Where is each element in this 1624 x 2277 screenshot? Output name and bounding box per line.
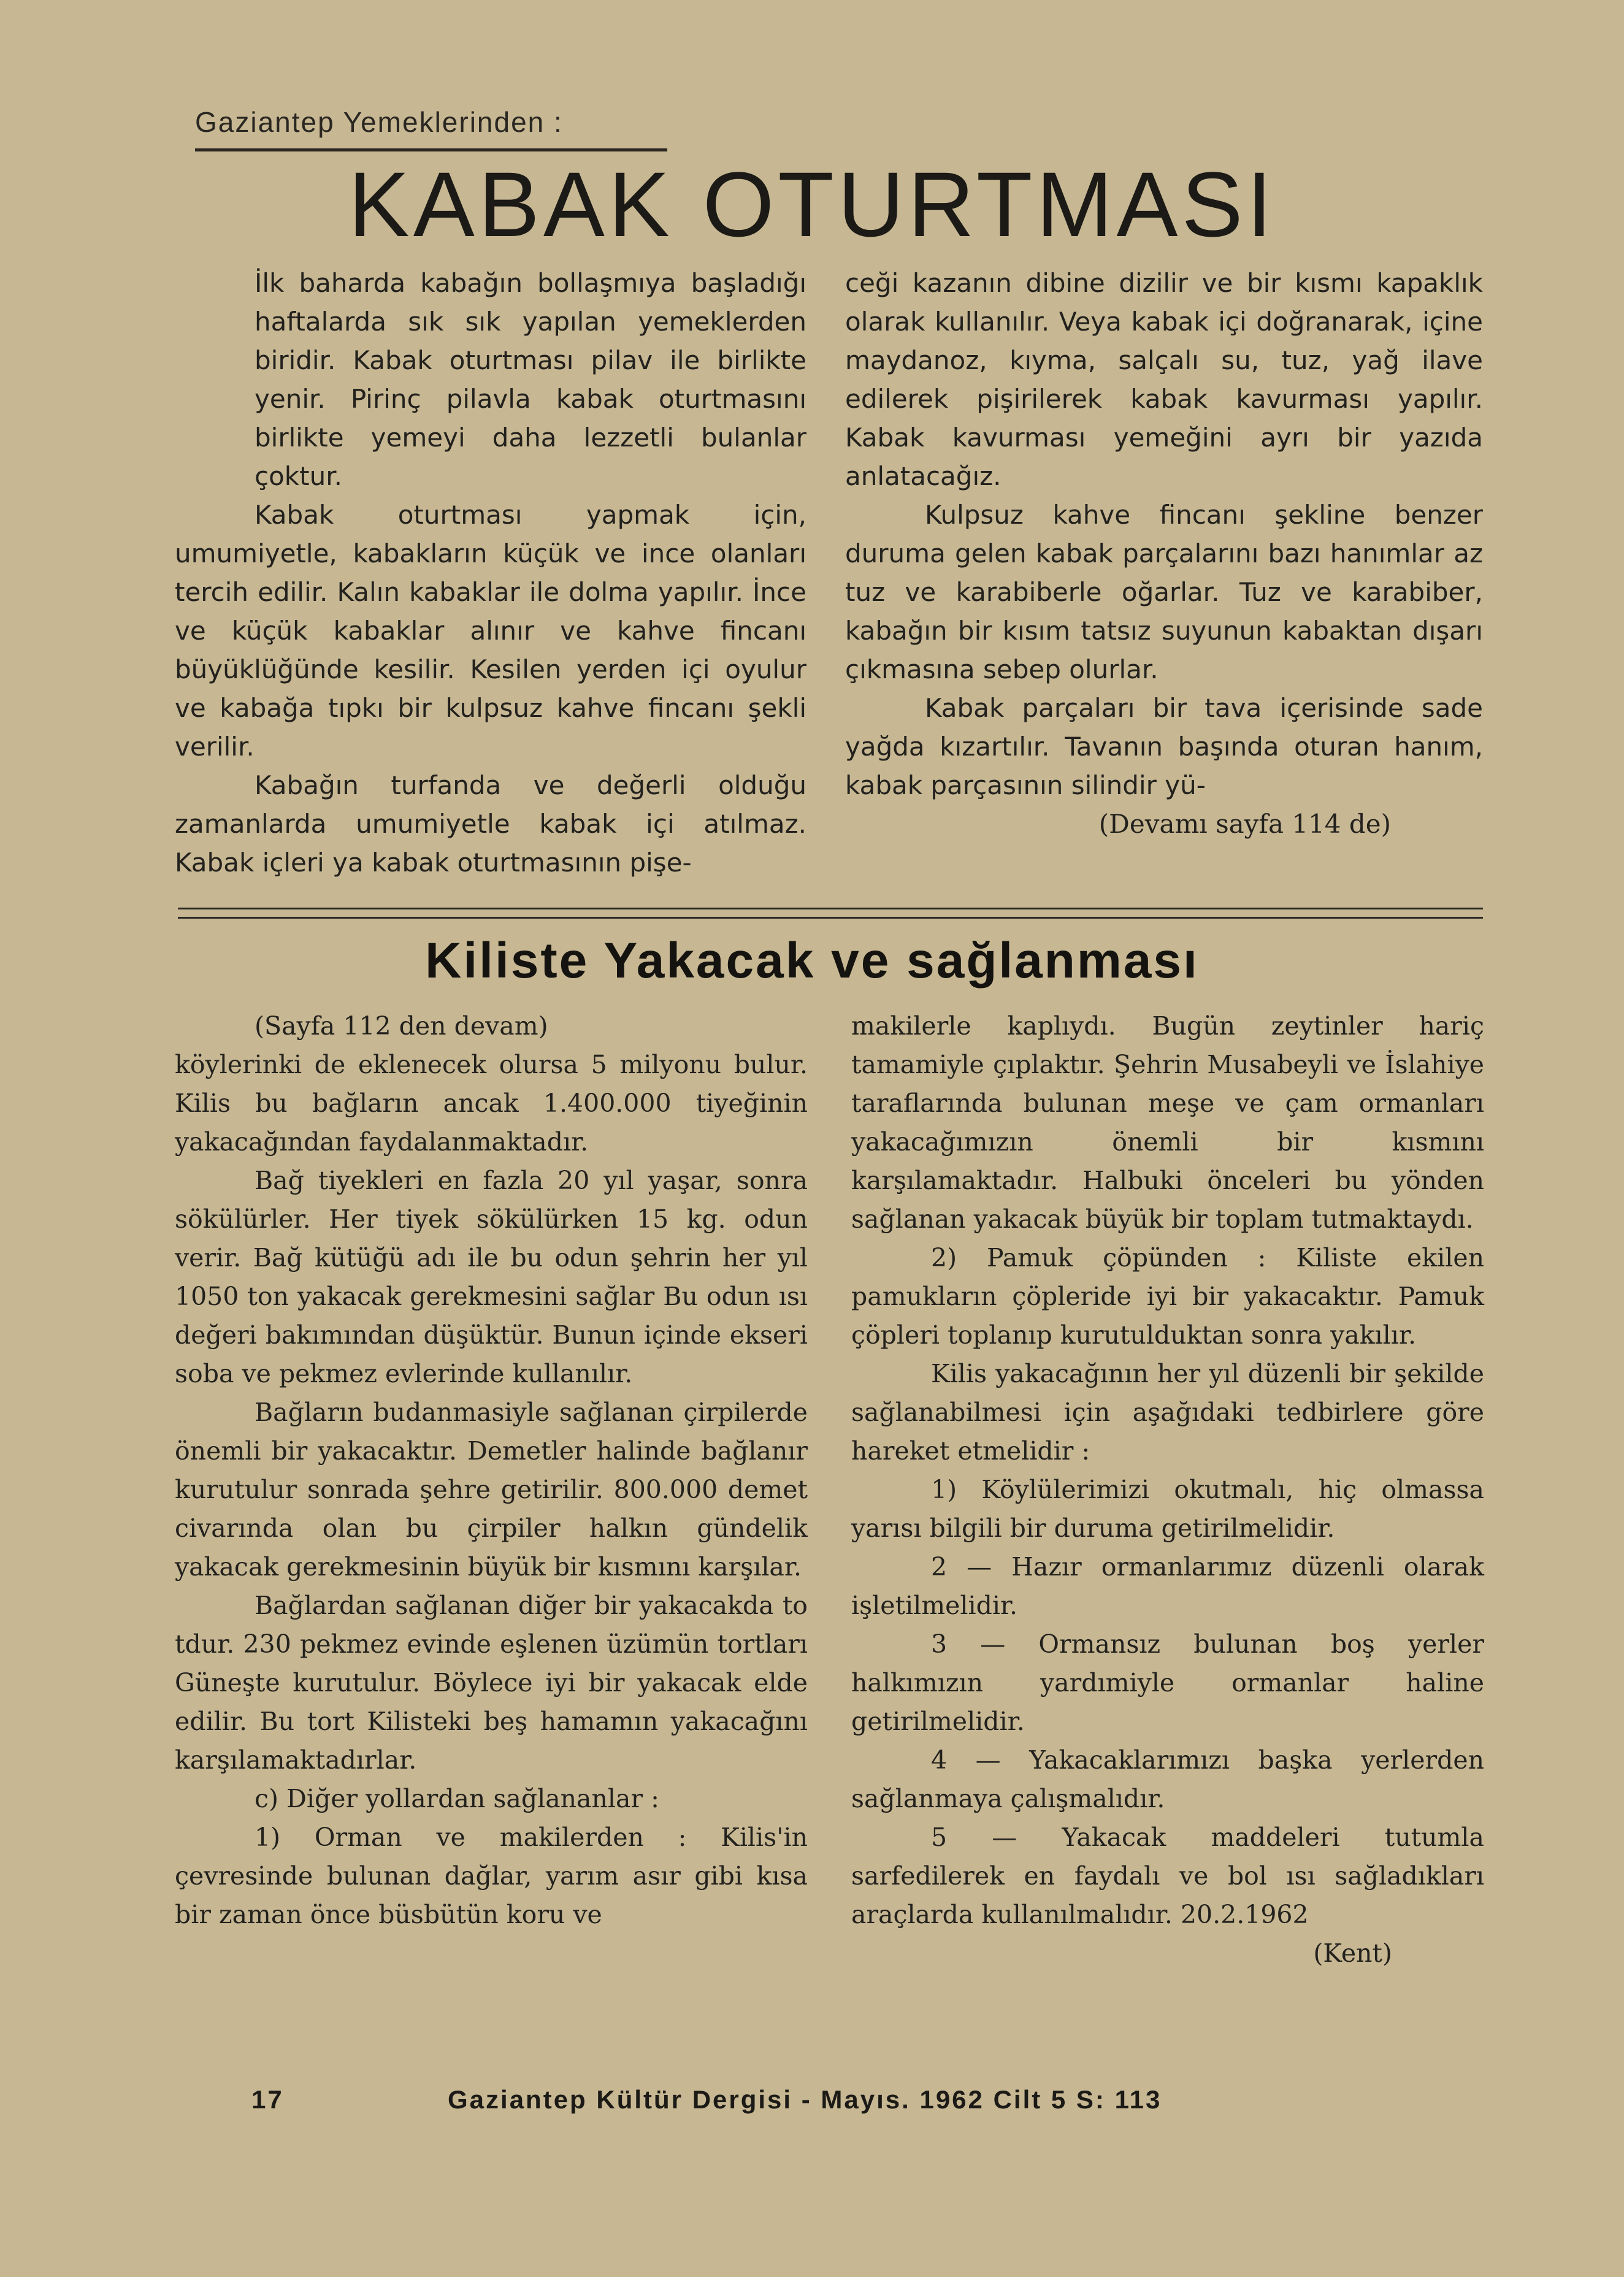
subheading: c) Diğer yollardan sağlananlar : (255, 1784, 659, 1813)
series-kicker: Gaziantep Yemeklerinden : (195, 106, 563, 138)
paragraph: İlk baharda kabağın bollaşmıya başladığı haftalarda sık sık yapılan yemeklerden biridir. Kabak oturtması pilav ile birlikte yenir. Pirinç pilavla kabak oturtmasını birlikte yemeyi daha lezzetli bulanlar çoktur. (255, 268, 806, 491)
source-credit: (Kent) (1313, 1938, 1392, 1968)
article1-column-left (175, 264, 806, 882)
section-title: Kiliste Yakacak ve sağlanması (425, 933, 1199, 989)
list-item: 3 — Ormansız bulunan boş yerler halkımızın yardımiyle ormanlar haline getirilmelidir. (851, 1629, 1484, 1736)
paragraph: Bağ tiyekleri en fazla 20 yıl yaşar, sonra sökülürler. Her tiyek sökülürken 15 kg. odun verir. Bağ kütüğü adı ile bu odun şehrin her yıl 1050 ton yakacak gerekmesini sağlar Bu odun ısı değeri bakımından düşüktür. Bunun içinde ekseri soba ve pekmez evlerinde kullanılır. (175, 1166, 808, 1388)
footer-publication: Gaziantep Kültür Dergisi - Mayıs. 1962 Cilt 5 S: 113 (448, 2085, 1162, 2114)
paragraph: Kabak parçaları bir tava içerisinde sade yağda kızartılır. Tavanın başında oturan hanım, kabak parçasının silindir yü- (845, 693, 1483, 800)
continued-from-note: (Sayfa 112 den devam) (255, 1011, 548, 1041)
article2-column-right (851, 1007, 1484, 1973)
article-title: KABAK OTURTMASI (348, 153, 1276, 256)
paragraph: Bağların budanmasiyle sağlanan çirpilerde önemli bir yakacaktır. Demetler halinde bağlanır kurutulur sonrada şehre getirilir. 800.000 demet civarında olan bu çirpiler halkın gündelik yakacak gerekmesinin büyük bir kısmını karşılar. (175, 1398, 808, 1582)
paragraph: Bağlardan sağlanan diğer bir yakacakda to tdur. 230 pekmez evinde eşlenen üzümün tortları Güneşte kurutulur. Böylece iyi bir yakacak elde edilir. Bu tort Kilisteki beş hamamın yakacağını karşılamaktadırlar. (175, 1591, 808, 1775)
list-item: 2 — Hazır ormanlarımız düzenli olarak işletilmelidir. (851, 1552, 1484, 1620)
paragraph: ceği kazanın dibine dizilir ve bir kısmı kapaklık olarak kullanılır. Veya kabak içi doğranarak, içine maydanoz, kıyma, salçalı su, tuz, yağ ilave edilerek pişirilerek kabak kavurması yapılır. Kabak kavurması yemeğini ayrı bir yazıda anlatacağız. (845, 268, 1483, 491)
kicker-underline (195, 148, 667, 151)
section-divider (178, 908, 1483, 919)
continued-note: (Devamı sayfa 114 de) (1098, 809, 1391, 839)
paragraph: Kilis yakacağının her yıl düzenli bir şekilde sağlanabilmesi için aşağıdaki tedbirlere göre hareket etmelidir : (851, 1359, 1484, 1466)
list-item: 5 — Yakacak maddeleri tutumla sarfedilerek en faydalı ve bol ısı sağladıkları araçlarda kullanılmalıdır. 20.2.1962 (851, 1823, 1484, 1929)
paragraph: 1) Orman ve makilerden : Kilis'in çevresinde bulunan dağlar, yarım asır gibi kısa bir zaman önce büsbütün koru ve (175, 1823, 808, 1929)
paragraph: 2) Pamuk çöpünden : Kiliste ekilen pamukların çöpleride iyi bir yakacaktır. Pamuk çöpleri toplanıp kurutulduktan sonra yakılır. (851, 1243, 1484, 1350)
paragraph: köylerinki de eklenecek olursa 5 milyonu bulur. Kilis bu bağların ancak 1.400.000 tiyeğinin yakacağından faydalanmaktadır. (175, 1050, 808, 1157)
article2-column-left (175, 1007, 808, 1934)
paragraph: Kabağın turfanda ve değerli olduğu zamanlarda umumiyetle kabak içi atılmaz. Kabak içleri ya kabak oturtmasının pişe- (175, 770, 806, 878)
list-item: 1) Köylülerimizi okutmalı, hiç olmassa yarısı bilgili bir duruma getirilmelidir. (851, 1475, 1484, 1543)
article1-column-right (845, 264, 1483, 843)
page-number: 17 (251, 2085, 284, 2114)
paragraph: Kabak oturtması yapmak için, umumiyetle, kabakların küçük ve ince olanları tercih edilir. Kalın kabaklar ile dolma yapılır. İnce ve küçük kabaklar alınır ve kahve fincanı büyüklüğünde kesilir. Kesilen yerden içi oyulur ve kabağa tıpkı bir kulpsuz kahve fincanı şekli verilir. (175, 500, 806, 762)
paragraph: makilerle kaplıydı. Bugün zeytinler hariç tamamiyle çıplaktır. Şehrin Musabeyli ve İslahiye taraflarında bulunan meşe ve çam ormanları yakacağımızın önemli bir kısmını karşılamaktadır. Halbuki önceleri bu yönden sağlanan yakacak büyük bir toplam tutmaktaydı. (851, 1011, 1484, 1234)
list-item: 4 — Yakacaklarımızı başka yerlerden sağlanmaya çalışmalıdır. (851, 1745, 1484, 1813)
paragraph: Kulpsuz kahve fincanı şekline benzer duruma gelen kabak parçalarını bazı hanımlar az tuz ve karabiberle oğarlar. Tuz ve karabiber, kabağın bir kısım tatsız suyunun kabaktan dışarı çıkmasına sebep olurlar. (845, 500, 1483, 684)
